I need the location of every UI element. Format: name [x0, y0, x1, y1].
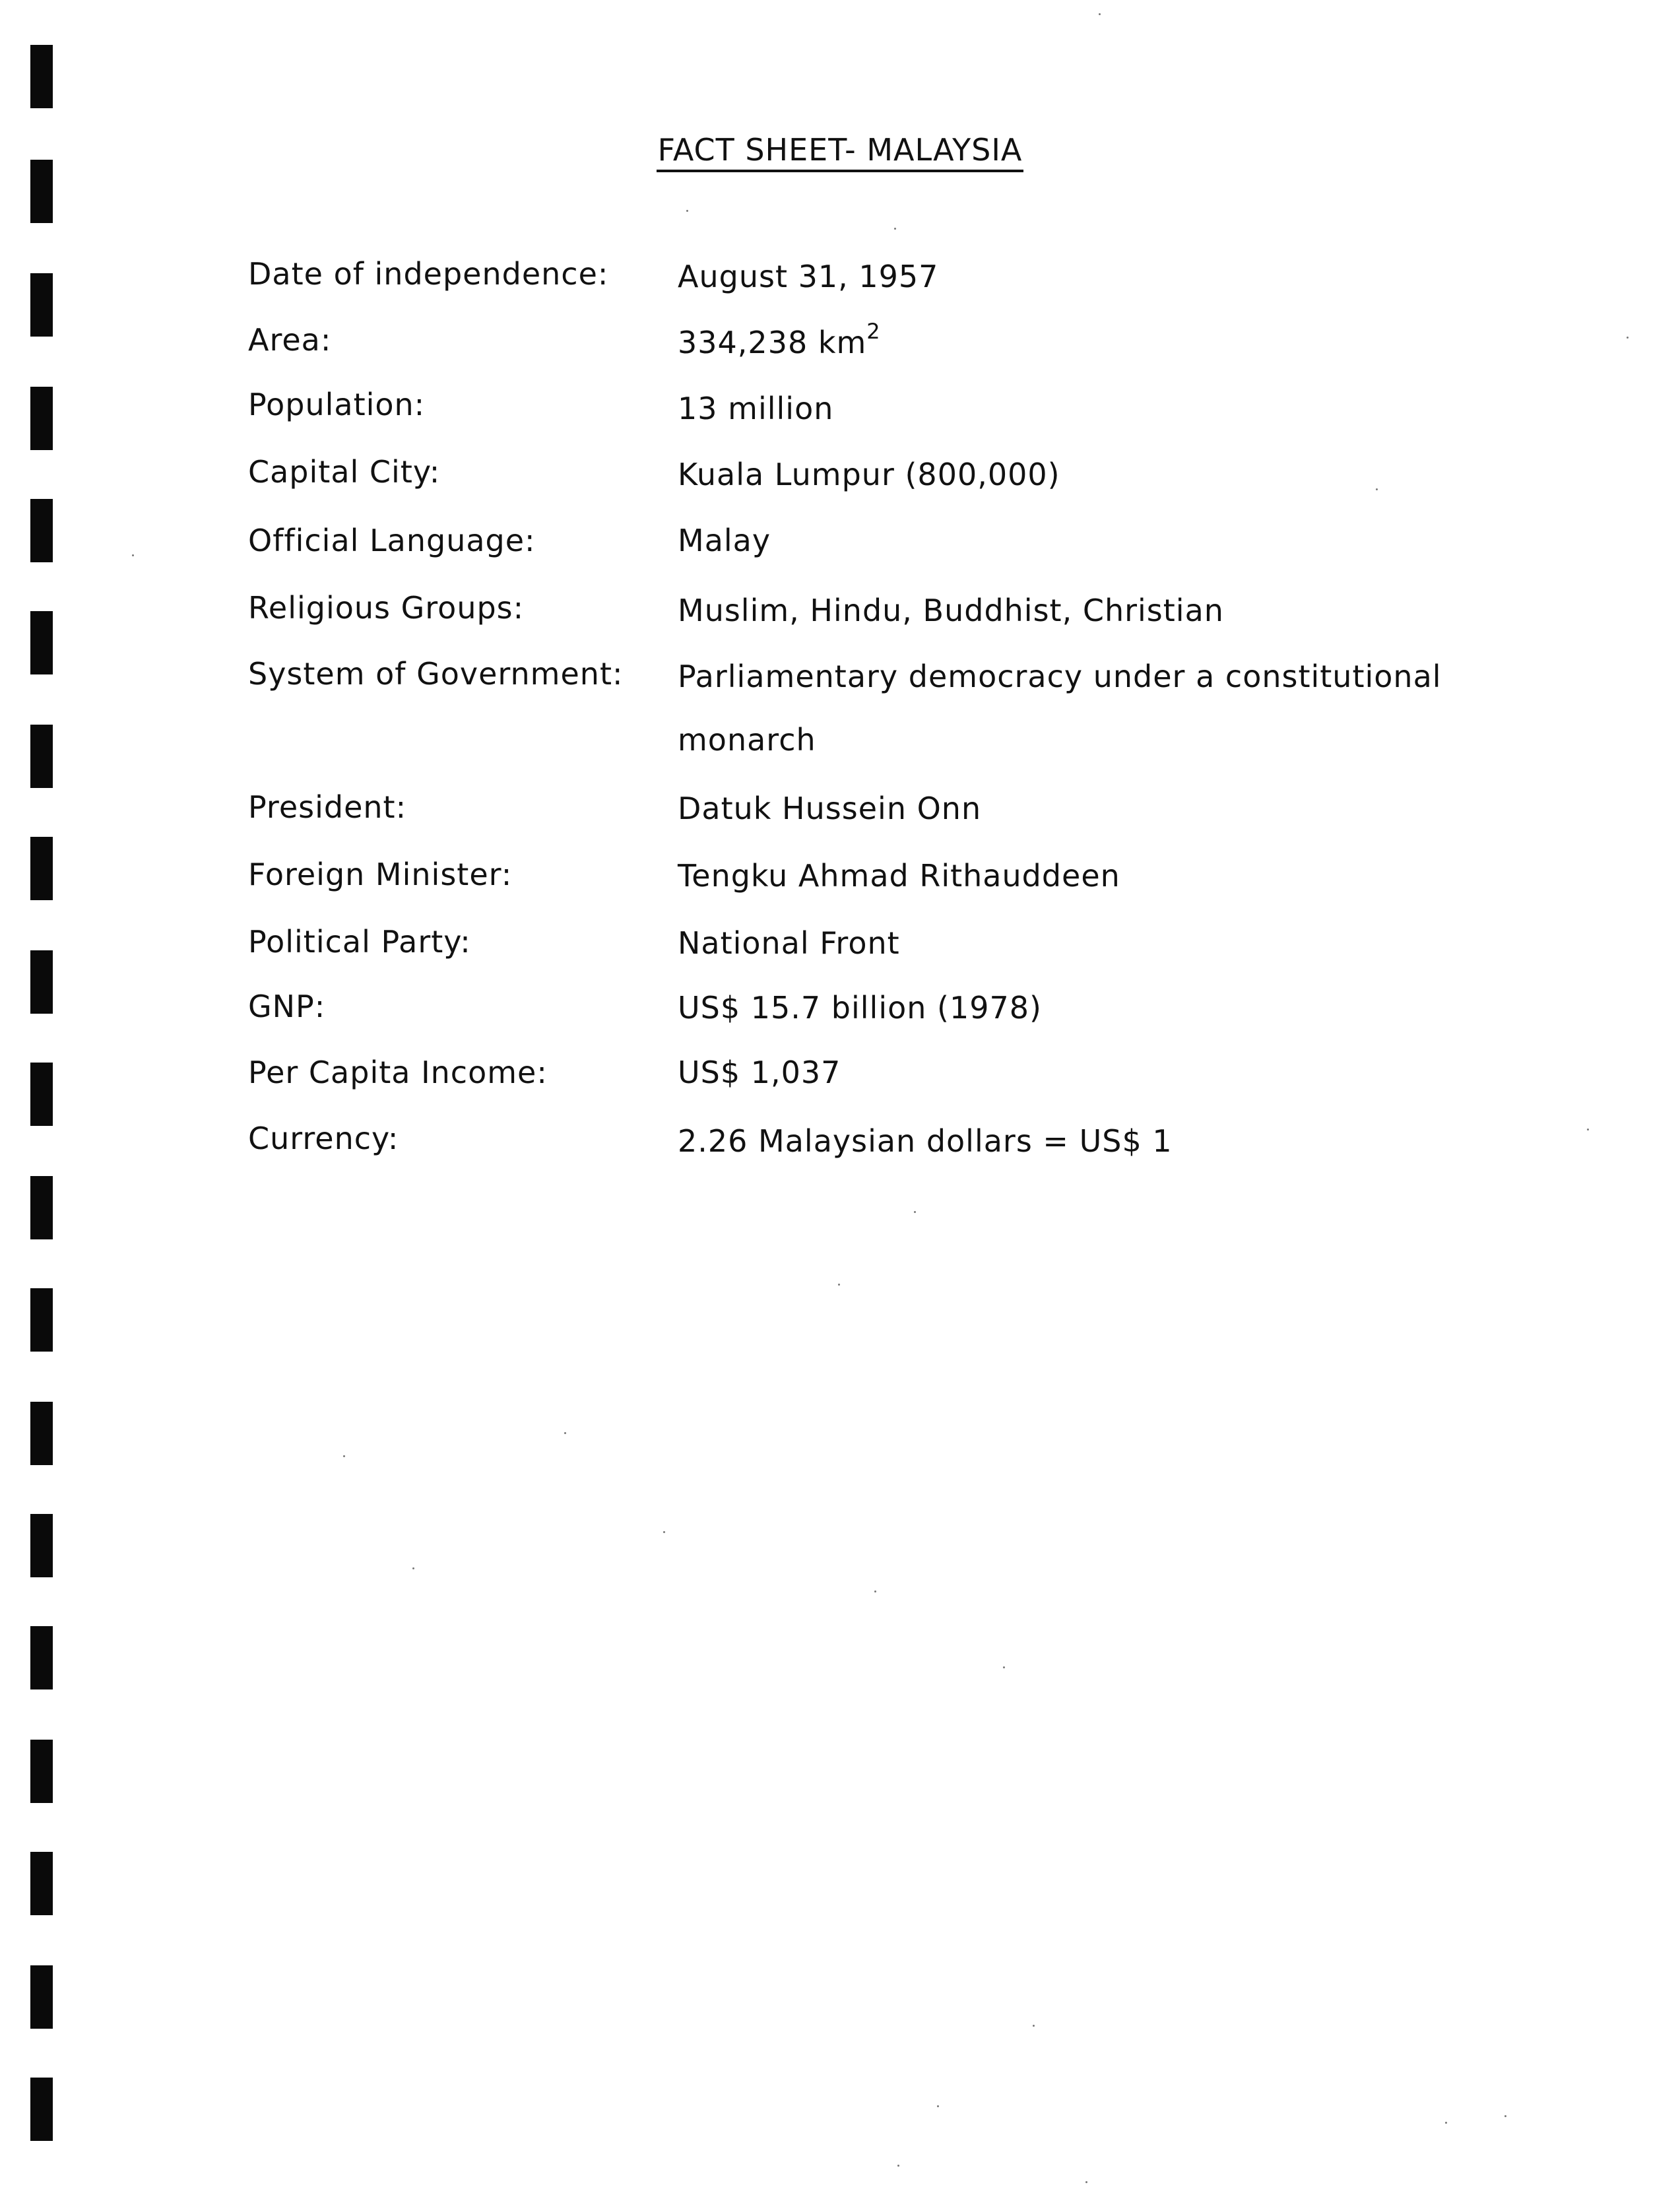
fact-value-continuation: monarch	[678, 722, 816, 758]
fact-value: Malay	[678, 523, 771, 558]
fact-label: President:	[248, 789, 407, 825]
scan-speck	[1003, 1666, 1005, 1668]
fact-value: Tengku Ahmad Rithauddeen	[678, 858, 1120, 894]
scan-speck	[132, 554, 134, 556]
scan-speck	[914, 1211, 916, 1213]
binding-bar	[30, 2078, 53, 2141]
binding-bar	[30, 1740, 53, 1803]
fact-label: Capital City:	[248, 454, 441, 490]
scan-speck	[1099, 13, 1101, 15]
fact-value: Datuk Hussein Onn	[678, 791, 982, 826]
scan-speck	[663, 1531, 665, 1533]
scan-speck	[1033, 2025, 1035, 2027]
scan-speck	[412, 1567, 414, 1569]
scan-speck	[1085, 2181, 1087, 2183]
fact-value: Kuala Lumpur (800,000)	[678, 457, 1060, 492]
fact-label: GNP:	[248, 989, 326, 1024]
binding-bar	[30, 1965, 53, 2029]
scan-speck	[838, 1284, 840, 1286]
fact-value: 2.26 Malaysian dollars = US$ 1	[678, 1123, 1173, 1159]
scan-speck	[686, 210, 688, 212]
fact-label: System of Government:	[248, 656, 624, 692]
fact-value-text: 334,238 km	[678, 325, 867, 360]
scan-speck	[897, 2165, 899, 2167]
scan-speck	[1504, 2115, 1506, 2117]
fact-label: Population:	[248, 387, 426, 422]
binding-bar	[30, 611, 53, 674]
fact-value: US$ 15.7 billion (1978)	[678, 990, 1042, 1026]
scan-speck	[1587, 1129, 1589, 1131]
binding-bar	[30, 1176, 53, 1239]
binding-bar	[30, 273, 53, 337]
fact-value: 13 million	[678, 391, 834, 426]
scan-speck	[894, 228, 896, 230]
binding-bar	[30, 725, 53, 788]
document-title	[0, 132, 1680, 172]
binding-bar	[30, 1063, 53, 1126]
binding-bar	[30, 837, 53, 900]
fact-label: Date of independence:	[248, 256, 609, 292]
fact-label: Political Party:	[248, 924, 471, 960]
scan-speck	[1627, 337, 1629, 339]
fact-value: August 31, 1957	[678, 259, 939, 294]
binding-bar	[30, 950, 53, 1014]
scan-speck	[564, 1432, 566, 1434]
scan-speck	[874, 1590, 876, 1592]
scan-speck	[1376, 488, 1378, 490]
fact-label: Official Language:	[248, 523, 536, 558]
fact-label: Foreign Minister:	[248, 857, 513, 892]
binding-bar	[30, 387, 53, 450]
binding-bar	[30, 1402, 53, 1465]
binding-bar	[30, 1514, 53, 1577]
scan-speck	[343, 1455, 345, 1457]
fact-value: US$ 1,037	[678, 1055, 841, 1090]
scan-speck	[937, 2105, 939, 2107]
binding-bar	[30, 499, 53, 562]
fact-value: National Front	[678, 925, 900, 961]
binding-bar	[30, 45, 53, 108]
fact-label: Per Capita Income:	[248, 1055, 548, 1090]
document-title-text: FACT SHEET- MALAYSIA	[657, 133, 1024, 172]
fact-value: Parliamentary democracy under a constitutional	[678, 659, 1442, 694]
binding-bar	[30, 1288, 53, 1352]
fact-value-superscript: 2	[866, 319, 881, 344]
fact-value: Muslim, Hindu, Buddhist, Christian	[678, 593, 1224, 628]
fact-label: Currency:	[248, 1121, 399, 1156]
binding-bar	[30, 1852, 53, 1915]
fact-label: Religious Groups:	[248, 590, 525, 626]
binding-bar	[30, 1626, 53, 1689]
fact-label: Area:	[248, 322, 332, 358]
scan-speck	[1445, 2122, 1447, 2124]
fact-value	[678, 319, 881, 360]
